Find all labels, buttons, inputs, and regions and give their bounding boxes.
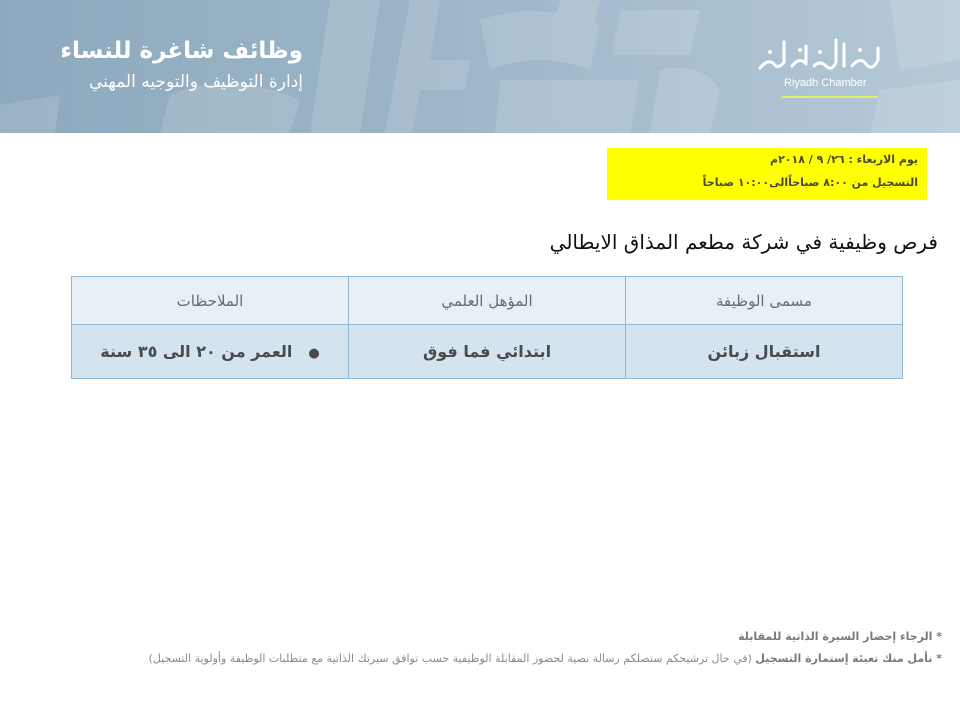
note-bullet: *	[932, 652, 942, 665]
column-header-notes: الملاحظات	[72, 277, 349, 325]
page-heading: فرص وظيفية في شركة مطعم المذاق الايطالي	[549, 230, 938, 254]
cell-job-title: استقبال زبائن	[626, 325, 903, 379]
bullet-icon: ●	[308, 346, 320, 361]
note-registration-detail: (في حال ترشيحكم ستصلكم رسالة نصية لحضور المقابلة الوظيفية حسب توافق سيرتك الذاتية مع متطلبات الوظيفة وأولوية التسجيل)	[148, 652, 752, 665]
note-item	[149, 652, 942, 665]
banner-title: وظائف شاغرة للنساء	[60, 38, 303, 64]
banner-subtitle: إدارة التوظيف والتوجيه المهني	[88, 72, 303, 92]
date-info-box	[607, 148, 927, 200]
column-header-job-title: مسمى الوظيفة	[626, 277, 903, 325]
riyadh-chamber-logo	[754, 30, 884, 102]
logo-underline	[782, 96, 878, 98]
note-item	[149, 630, 942, 643]
table-header-row	[72, 277, 903, 325]
header-banner	[0, 0, 960, 133]
column-header-qualification: المؤهل العلمي	[349, 277, 626, 325]
note-cv-text: الرجاء إحضار السيرة الذاتية للمقابلة	[738, 630, 933, 643]
registration-time-line: التسجيل من ٨:٠٠ صباحاًالى١٠:٠٠ صباحاً	[702, 176, 918, 189]
note-bullet: *	[932, 630, 942, 643]
note-registration-text: نأمل منك تعبئة إستمارة التسجيل	[755, 652, 933, 665]
cell-notes	[72, 325, 349, 379]
jobs-table	[71, 276, 903, 379]
footer-notes	[149, 630, 942, 674]
logo-english-text: Riyadh Chamber	[784, 77, 867, 89]
table-row	[72, 325, 903, 379]
cell-qualification: ابتدائي فما فوق	[349, 325, 626, 379]
date-line: يوم الاربعاء : ٢٦/ ٩ / ٢٠١٨م	[770, 153, 918, 166]
logo-arabic-calligraphy	[754, 32, 884, 76]
cell-notes-text: العمر من ٢٠ الى ٣٥ سنة	[100, 342, 293, 361]
